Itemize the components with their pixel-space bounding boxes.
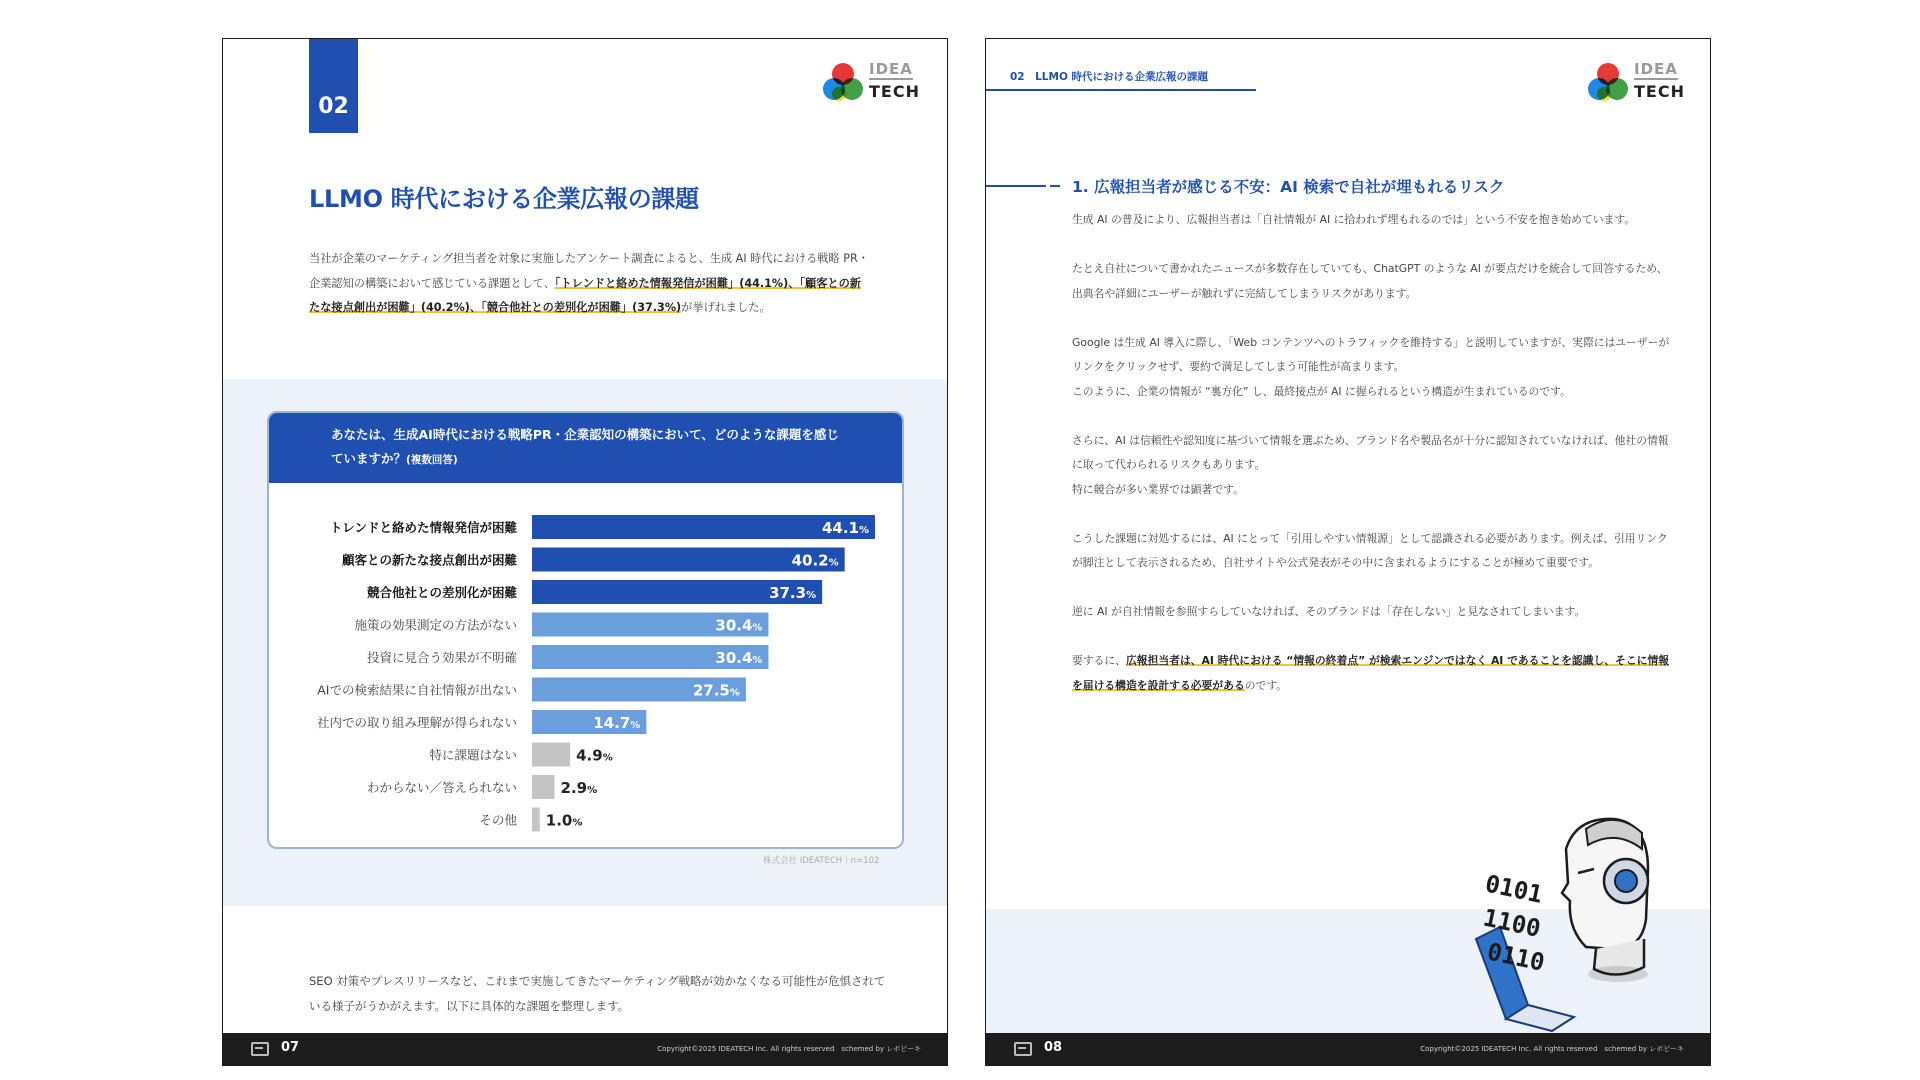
data-label: 37.3% xyxy=(769,584,817,602)
binary-line-1: 0101 xyxy=(1482,869,1546,909)
category-label: 施策の効果測定の方法がない xyxy=(354,617,517,633)
chapter-tab xyxy=(309,39,358,133)
paragraph-7-text-2: のです。 xyxy=(1244,678,1288,692)
section-rule xyxy=(986,185,1046,187)
data-label: 14.7% xyxy=(593,714,641,732)
category-label: AIでの検索結果に自社情報が出ない xyxy=(317,682,517,698)
category-label: 投資に見合う効果が不明確 xyxy=(366,650,517,665)
paragraph-6: 逆に AI が自社情報を参照すらしていなければ、そのブランドは「存在しない」と見なされてしまいます。 xyxy=(1072,605,1586,618)
intro-text-1: 当社が企業のマーケティング担当者を対象に実施したアンケート調査によると、生成 AI 時代における戦略 PR・企業認知の構築において感じている課題として、 xyxy=(309,252,869,290)
category-label: 社内での取り組み理解が得られない xyxy=(316,715,517,730)
paragraph-7-highlight: 広報担当者は、AI 時代における “情報の終着点” が検索エンジンではなく AI であることを認識し、そこに情報を届ける構造を設計する必要がある xyxy=(1072,654,1670,692)
bar xyxy=(532,808,540,832)
survey-chart-card xyxy=(267,411,904,849)
logo-word-tech: TECH xyxy=(1634,82,1685,101)
copyright: Copyright©2025 IDEATECH Inc. All rights reserved schemed by レボピーキ xyxy=(1420,1045,1684,1053)
category-label: 特に課題はない xyxy=(429,747,517,763)
chart-question-note: (複数回答) xyxy=(406,454,458,466)
page-icon xyxy=(251,1042,269,1056)
page-08 xyxy=(985,38,1711,1066)
paragraph-2: たとえ自社について書かれたニュースが多数存在していても、ChatGPT のような AI が要点だけを統合して回答するため、出典名や詳細にユーザーが触れずに完結してしまうリスクがあります。 xyxy=(1072,262,1668,300)
paragraph-4-text: さらに、AI は信頼性や認知度に基づいて情報を選ぶため、ブランド名や製品名が十分に認知されていなければ、他社の情報に取って代わられるリスクもあります。 xyxy=(1072,433,1669,471)
data-label: 44.1% xyxy=(821,519,869,537)
paragraph-3 xyxy=(1072,331,1672,405)
footer-bar xyxy=(223,1033,947,1065)
binary-line-3: 0110 xyxy=(1484,937,1548,977)
body-text xyxy=(1072,208,1672,723)
summary-note: SEO 対策やプレスリリースなど、これまで実施してきたマーケティング戦略が効かなくなる可能性が危惧されている様子がうかがえます。以下に具体的な課題を整理します。 xyxy=(309,974,886,1013)
logo-mark-icon xyxy=(1588,63,1628,103)
data-label: 27.5% xyxy=(692,681,740,700)
category-label: 競合他社との差別化が困難 xyxy=(366,585,517,600)
copyright: Copyright©2025 IDEATECH Inc. All rights reserved schemed by レボピーキ xyxy=(657,1045,921,1053)
chart-source: 株式会社 IDEATECH｜n=102 xyxy=(763,856,880,866)
intro-paragraph xyxy=(309,247,869,321)
paragraph-3-text: Google は生成 AI 導入に際し、「Web コンテンツへのトラフィックを維持する」と説明していますが、実際にはユーザーがリンクをクリックせず、要約で満足してしまう可能性が高まります。 xyxy=(1072,335,1670,373)
breadcrumb: 02 LLMO 時代における企業広報の課題 xyxy=(1010,71,1209,83)
data-label: 30.4% xyxy=(715,649,763,667)
bar-chart xyxy=(269,483,904,849)
page-icon xyxy=(1014,1042,1032,1056)
logo-word-tech: TECH xyxy=(869,82,920,101)
page-title: LLMO 時代における企業広報の課題 xyxy=(309,185,699,213)
logo-mark-icon xyxy=(823,63,863,103)
paragraph-4b-text: 特に競合が多い業界では顕著です。 xyxy=(1072,482,1244,496)
paragraph-7 xyxy=(1072,649,1672,698)
ideatech-logo xyxy=(823,61,919,105)
breadcrumb-underline xyxy=(986,89,1256,91)
category-label: その他 xyxy=(479,812,517,828)
paragraph-7-text-1: 要するに、 xyxy=(1072,654,1126,667)
data-label: 30.4% xyxy=(715,616,763,635)
paragraph-5: こうした課題に対処するには、AI にとって「引用しやすい情報源」として認識される必要があります。例えば、引用リンクが脚注として表示されるため、自社サイトや公式発表がその中に含まれるようにすることが極めて重要です。 xyxy=(1072,531,1668,569)
section-rule-dash xyxy=(1050,185,1060,187)
page-number: 08 xyxy=(1044,1040,1063,1055)
binary-line-2: 1100 xyxy=(1480,903,1544,943)
intro-text-2: が挙げれました。 xyxy=(681,301,771,314)
category-label: わからない／答えられない xyxy=(366,780,517,795)
ai-robot-illustration-icon xyxy=(1466,809,1656,1039)
logo-word-idea: IDEA xyxy=(1634,60,1678,78)
chart-question-text: あなたは、生成AI時代における戦略PR・企業認知の構築において、どのような課題を感じていますか？ xyxy=(331,427,839,466)
data-label: 4.9% xyxy=(576,746,613,765)
chapter-number: 02 xyxy=(318,94,349,119)
page-number: 07 xyxy=(281,1040,300,1055)
paragraph-4 xyxy=(1072,429,1672,503)
category-label: 顧客との新たな接点創出が困難 xyxy=(341,552,517,568)
ideatech-logo xyxy=(1588,61,1684,105)
intro-highlight: 「トレンドと絡めた情報発信が困難」(44.1%)、「顧客との新たな接点創出が困難」(40.2%)、「競合他社との差別化が困難」(37.3%) xyxy=(309,276,861,314)
category-label: トレンドと絡めた情報発信が困難 xyxy=(329,520,517,535)
section-title: 1. 広報担当者が感じる不安：AI 検索で自社が埋もれるリスク xyxy=(1072,178,1505,196)
data-label: 2.9% xyxy=(560,779,598,797)
page-07 xyxy=(222,38,948,1066)
chart-question xyxy=(269,413,902,483)
footer-bar xyxy=(986,1033,1710,1065)
paragraph-1: 生成 AI の普及により、広報担当者は「自社情報が AI に拾われず埋もれるのでは」という不安を抱き始めています。 xyxy=(1072,213,1636,226)
data-label: 40.2% xyxy=(791,551,839,570)
data-label: 1.0% xyxy=(545,811,583,830)
bar xyxy=(532,743,570,767)
bar xyxy=(532,775,555,799)
paragraph-3b-text: このように、企業の情報が “裏方化” し、最終接点が AI に握られるという構造が生まれているのです。 xyxy=(1072,384,1571,398)
logo-word-idea: IDEA xyxy=(869,60,913,78)
